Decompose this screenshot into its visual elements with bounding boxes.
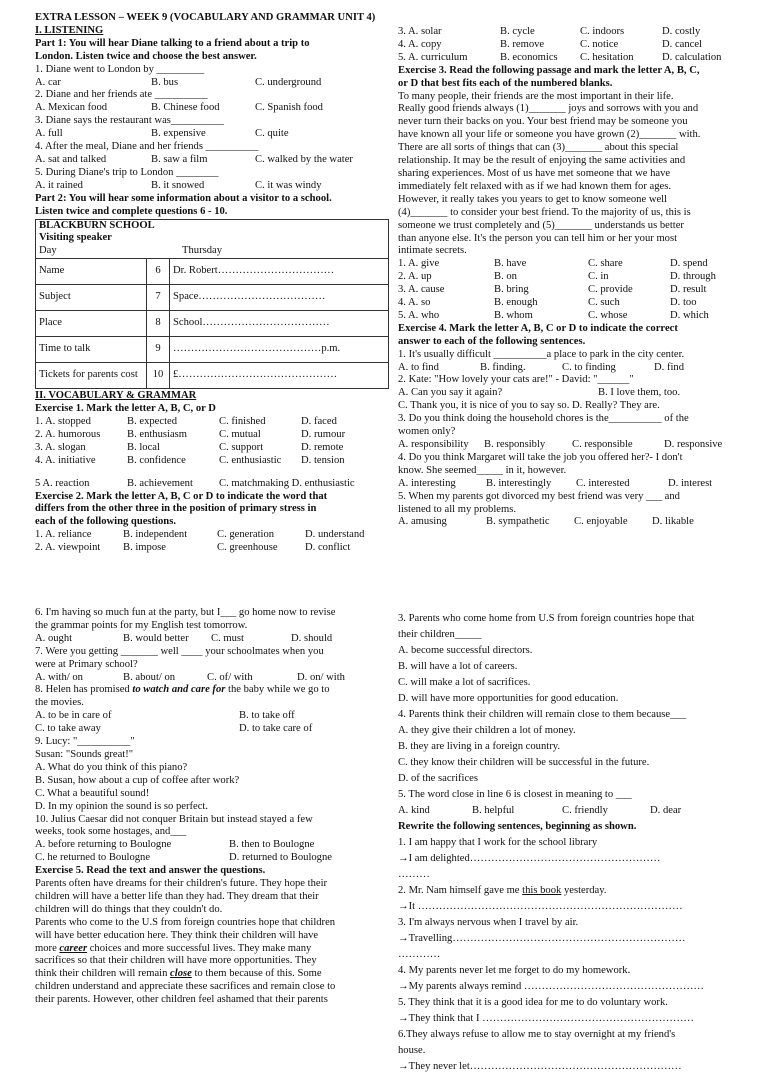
- answer-option: A. interesting: [398, 477, 456, 489]
- answer-option: 2. A. humorous: [35, 428, 101, 440]
- top-right-column: [398, 26, 736, 529]
- answer-option: D. In my opinion the sound is so perfect.: [35, 800, 209, 812]
- bottom-right-column: [398, 611, 736, 1075]
- answer-option: C. of/ with: [207, 671, 253, 683]
- answer-option: D. find: [654, 361, 685, 373]
- answer-option: C. enjoyable: [574, 516, 628, 528]
- answer-option: D. cancel: [662, 38, 702, 50]
- word-close: close: [170, 968, 192, 980]
- row-label: Time to talk: [36, 337, 147, 363]
- answer-option: C. must: [211, 632, 244, 644]
- q6-line2: the grammar points for my English test tomorrow.: [35, 619, 248, 631]
- answer-option: D. understand: [305, 529, 365, 541]
- q8-line1: [35, 684, 375, 697]
- answer-option: C. he returned to Boulogne: [35, 852, 151, 864]
- listening-options: [35, 102, 395, 115]
- exercise4-line2: answer to each of the following sentences.: [398, 335, 586, 347]
- r-q3-line2: their children_____: [398, 629, 482, 640]
- answer-option: C. mutual: [219, 428, 261, 440]
- answer-option: A. Can you say it again?: [398, 387, 503, 399]
- answer-option: D. should: [291, 632, 333, 644]
- answer-option: C. such: [588, 297, 620, 309]
- passage-line: have known all your life or someone you have grown (2)_______ with.: [398, 129, 701, 141]
- page-title: EXTRA LESSON – WEEK 9 (VOCABULARY AND GRAMMAR UNIT 4): [35, 12, 376, 23]
- answer-option: D. through: [670, 271, 716, 283]
- answer-option: C. support: [219, 441, 264, 453]
- ex4-q3-line1: 3. Do you think doing the household chores is the__________ of the: [398, 413, 689, 425]
- answer-option: B. remove: [500, 38, 545, 50]
- answer-option: A. car: [35, 76, 61, 88]
- exercise1-heading: Exercise 1. Mark the letter A, B, C, or D: [35, 403, 216, 415]
- rewrite-1-answer-cont[interactable]: ………: [398, 869, 430, 880]
- ex4-q5-options: [398, 516, 736, 529]
- visitor-table-row: [36, 311, 389, 337]
- rewrite-5-answer[interactable]: →They think that I ……………………………………………………: [398, 1013, 695, 1024]
- exercise1-row: [35, 455, 395, 468]
- exercise5-text-line8: [35, 968, 375, 981]
- answer-option: B. on: [494, 271, 517, 283]
- r-q4: 4. Parents think their children will remain close to them because___: [398, 709, 687, 720]
- answer-option: B. I love them, too.: [598, 387, 681, 399]
- answer-option: D. rumour: [301, 428, 346, 440]
- answer-option: D. which: [670, 309, 709, 321]
- answer-option: B. expensive: [151, 128, 206, 140]
- listening-question: 5. During Diane's trip to London ________: [35, 166, 219, 178]
- answer-option: A. kind: [398, 805, 430, 816]
- answer-option: 3. A. solar: [398, 26, 442, 37]
- q8-option-row: [35, 710, 375, 723]
- r-q3-line1: 3. Parents who come home from U.S from foreign countries hope that: [398, 613, 695, 624]
- rewrite-3-answer-cont[interactable]: …………: [398, 949, 441, 960]
- answer-option: A. before returning to Boulogne: [35, 839, 172, 851]
- q8-options: [35, 710, 375, 736]
- answer-option: A. sat and talked: [35, 153, 107, 165]
- q6-line1: 6. I'm having so much fun at the party, but I___ go home now to revise: [35, 607, 336, 618]
- ex4-q1-options: [398, 362, 736, 375]
- answer-option: C. hesitation: [580, 51, 634, 63]
- passage-line: However, it really takes you years to get to know someone well: [398, 193, 668, 205]
- rewrite-6-line1: 6.They always refuse to allow me to stay overnight at my friend's: [398, 1029, 676, 1040]
- answer-option: B. they are living in a foreign country.: [398, 741, 560, 752]
- passage-line: Really good friends always (1)_______ joys and sorrows with you and: [398, 103, 699, 115]
- listening-options: [35, 128, 395, 141]
- passage-line: someone we trust completely and (5)_______ understands us better: [398, 219, 684, 231]
- spacer: [35, 468, 395, 478]
- exercise1-rows: [35, 416, 395, 491]
- answer-option: D. tension: [301, 454, 345, 466]
- row-number: 8: [147, 311, 170, 337]
- visitor-table-row: [36, 259, 389, 285]
- answer-option: D. interest: [668, 477, 713, 489]
- answer-option: D. of the sacrifices: [398, 773, 479, 784]
- answer-option: D. likable: [652, 516, 694, 528]
- passage-line: children will do things that they couldn't do.: [35, 903, 223, 915]
- answer-option: A. they give their children a lot of money.: [398, 725, 576, 736]
- ex4-q2-options-2: C. Thank you, it is nice of you to say so. D. Really? They are.: [398, 400, 660, 412]
- answer-option: A. full: [35, 128, 63, 140]
- answer-option: C. generation: [217, 529, 275, 541]
- rewrite-3-answer[interactable]: →Travelling…………………………………………………………: [398, 933, 686, 944]
- passage-line: than anyone else. It's the person you can tell him or her your most: [398, 232, 678, 244]
- passage-line: children will have a better life than they had. They dream that their: [35, 890, 319, 902]
- exercise5-text-line6: [35, 943, 375, 956]
- answer-option: B. then to Boulogne: [229, 839, 315, 851]
- rewrite-6-answer[interactable]: →They never let……………………………………………………: [398, 1061, 682, 1072]
- q9-line2: Susan: "Sounds great!": [35, 748, 134, 760]
- exercise1-row: [35, 429, 395, 442]
- passage-line: There are all sorts of things that can (3)_______ about this special: [398, 142, 679, 154]
- day-value: Thursday: [182, 245, 223, 257]
- exercise2-row: [35, 529, 395, 542]
- passage-line: relationship. It may be the result of enjoying the same activities and: [398, 155, 686, 167]
- row-answer-field[interactable]: £………………………………………: [170, 363, 389, 389]
- answer-option: B. confidence: [127, 454, 186, 466]
- exercise3-row: [398, 297, 736, 310]
- answer-option: B. have: [494, 258, 527, 270]
- answer-option: C. indoors: [580, 26, 625, 37]
- answer-option: A. ought: [35, 632, 73, 644]
- exercise3-row: [398, 258, 736, 271]
- answer-option: B. independent: [123, 529, 188, 541]
- listening-question: 1. Diane went to London by _________: [35, 63, 205, 75]
- answer-option: C. friendly: [562, 805, 608, 816]
- answer-option: B. bring: [494, 284, 529, 296]
- row-answer-field[interactable]: Dr. Robert……………………………: [170, 259, 389, 285]
- answer-option: B. sympathetic: [486, 516, 550, 528]
- answer-option: C. greenhouse: [217, 542, 278, 554]
- answer-option: C. will make a lot of sacrifices.: [398, 677, 531, 688]
- answer-option: A. with/ on: [35, 671, 83, 683]
- text-more: more: [35, 942, 60, 954]
- answer-option: B. interestingly: [486, 477, 552, 489]
- exercise5-heading: Exercise 5. Read the text and answer the questions.: [35, 865, 266, 877]
- r-q3-options: [398, 643, 736, 707]
- answer-option: D. to take care of: [239, 723, 313, 735]
- exercise1-row: [35, 442, 395, 455]
- rewrite-4-answer[interactable]: →My parents always remind ……………………………………………: [398, 981, 705, 992]
- answer-option: D. will have more opportunities for good education.: [398, 693, 619, 704]
- exercise1-row: [35, 416, 395, 429]
- answer-option: C. responsible: [572, 439, 633, 450]
- rewrite-3: 3. I'm always nervous when I travel by air.: [398, 917, 579, 928]
- exercise5-text-line7: sacrifices so that their children will have more opportunities. They: [35, 955, 317, 967]
- part2-line2: Listen twice and complete questions 6 - 10.: [35, 205, 228, 217]
- listening-options: [35, 77, 395, 90]
- answer-option: D. conflict: [305, 542, 351, 554]
- r2-text-c: yesterday.: [561, 885, 607, 896]
- answer-option: A. What do you think of this piano?: [35, 761, 188, 773]
- part2-line1: Part 2: You will hear some information about a visitor to a school.: [35, 192, 332, 204]
- q10-line1: 10. Julius Caesar did not conquer Britain but instead stayed a few: [35, 813, 313, 825]
- text-remain: think their children will remain: [35, 968, 171, 980]
- r2-text-a: 2. Mr. Nam himself gave me: [398, 885, 523, 896]
- q10-option-row: [35, 852, 375, 865]
- answer-option: C. provide: [588, 284, 633, 296]
- row-number: 6: [147, 259, 170, 285]
- answer-option: A. amusing: [398, 516, 447, 528]
- row-number: 7: [147, 285, 170, 311]
- answer-option: B. impose: [123, 542, 166, 554]
- answer-option: 4. A. initiative: [35, 454, 96, 466]
- exercise2-line3: each of the following questions.: [35, 516, 176, 528]
- answer-option: B. whom: [494, 309, 533, 321]
- answer-option: B. expected: [127, 416, 178, 428]
- passage-line: intimate secrets.: [398, 245, 467, 257]
- answer-option: D. too: [670, 297, 697, 309]
- answer-option: D. responsive: [664, 439, 723, 450]
- answer-option: B. economics: [500, 51, 558, 63]
- row-answer-field[interactable]: Space………………………………: [170, 285, 389, 311]
- answer-option: B. local: [127, 441, 160, 453]
- answer-option: 3. A. slogan: [35, 441, 86, 453]
- exercise3-row: [398, 310, 736, 323]
- word-career: career: [59, 942, 88, 954]
- visitor-table-row: [36, 337, 389, 363]
- exercise2-row: [398, 39, 736, 52]
- row-number: 9: [147, 337, 170, 363]
- answer-option: B. it snowed: [151, 179, 205, 191]
- answer-option: 5. A. who: [398, 309, 440, 321]
- q8-option-row: [35, 723, 375, 736]
- exercise1-row: [35, 478, 395, 491]
- answer-option: 5 A. reaction: [35, 477, 90, 489]
- q10-option-row: [35, 839, 375, 852]
- listening-question: 3. Diane says the restaurant was__________: [35, 115, 224, 127]
- answer-option: C. notice: [580, 38, 619, 50]
- top-left-column: [35, 12, 395, 555]
- q8-line2: the movies.: [35, 697, 84, 709]
- answer-option: A. it rained: [35, 179, 83, 191]
- listening-options: [35, 180, 395, 193]
- q7-line2: were at Primary school?: [35, 658, 138, 670]
- rewrite-1-answer[interactable]: →I am delighted………………………………………………: [398, 853, 661, 864]
- answer-option: C. enthusiastic: [219, 454, 282, 466]
- listening-question: 4. After the meal, Diane and her friends __________: [35, 141, 259, 153]
- exercise2-line2: differs from the other three in the position of primary stress in: [35, 503, 317, 515]
- answer-option: C. they know their children will be successful in the future.: [398, 757, 650, 768]
- r-q4-options: [398, 723, 736, 787]
- answer-option: B. would better: [123, 632, 189, 644]
- rewrite-5: 5. They think that it is a good idea for me to do voluntary work.: [398, 997, 668, 1008]
- ex4-q2-options-1: [398, 387, 736, 400]
- answer-option: B. helpful: [472, 805, 515, 816]
- listening-questions: [35, 64, 395, 193]
- answer-option: A. Mexican food: [35, 102, 108, 114]
- answer-option: D. spend: [670, 258, 708, 270]
- answer-option: B. responsibly: [484, 439, 546, 450]
- part1-line2: London. Listen twice and choose the best answer.: [35, 50, 257, 62]
- answer-option: D. costly: [662, 26, 701, 37]
- answer-option: C. quite: [255, 128, 289, 140]
- row-label: Subject: [36, 285, 147, 311]
- visitor-table-header: [35, 219, 389, 260]
- ex4-q4-options: [398, 478, 736, 491]
- rewrite-4: 4. My parents never let me forget to do my homework.: [398, 965, 631, 976]
- q7-options: [35, 672, 375, 685]
- passage-line: never turn their backs on you. Your best friend may be someone you: [398, 116, 688, 128]
- passage-line: will have better education here. They think their children will have: [35, 929, 319, 941]
- q10-line2: weeks, took some hostages, and___: [35, 826, 187, 838]
- ex4-q5-line1: 5. When my parents got divorced my best friend was very ___ and: [398, 490, 680, 502]
- answer-option: C. it was windy: [255, 179, 322, 191]
- answer-option: C. share: [588, 258, 623, 270]
- row-answer-field[interactable]: School………………………………: [170, 311, 389, 337]
- answer-option: 1. A. give: [398, 258, 440, 270]
- exercise2-rows-right: [398, 26, 736, 65]
- answer-option: D. faced: [301, 416, 337, 428]
- answer-option: B. will have a lot of careers.: [398, 661, 518, 672]
- q8-text-c: the baby while we go to: [225, 684, 330, 696]
- answer-option: D. remote: [301, 441, 344, 453]
- row-label: Tickets for parents cost: [36, 363, 147, 389]
- exercise2-row: [398, 52, 736, 65]
- answer-option: 2. A. viewpoint: [35, 542, 101, 554]
- passage-line: sharing experiences. Most of us have met someone that we have: [398, 167, 671, 179]
- exercise4-line1: Exercise 4. Mark the letter A, B, C or D to indicate the correct: [398, 322, 678, 334]
- ex4-q4-line2: know. She seemed_____ in it, however.: [398, 464, 567, 476]
- section-vocabulary: II. VOCABULARY & GRAMMAR: [35, 390, 197, 402]
- text-choices: choices and more successful lives. They make many: [87, 942, 312, 954]
- exercise2-line1: Exercise 2. Mark the letter A, B, C or D to indicate the word that: [35, 490, 328, 502]
- listening-question: 2. Diane and her friends ate __________: [35, 89, 208, 101]
- exercise3-row: [398, 271, 736, 284]
- answer-option: B. to take off: [239, 710, 295, 722]
- text-because: to them because of this. Some: [191, 968, 322, 980]
- ex4-q2: 2. Kate: "How lovely your cats are!" - David: "______": [398, 374, 634, 386]
- answer-option: B. cycle: [500, 26, 535, 37]
- day-label: Day: [39, 245, 57, 257]
- passage-line: Parents often have dreams for their children's future. They hope their: [35, 878, 328, 890]
- q7-line1: 7. Were you getting _______ well ____ your schoolmates when you: [35, 645, 324, 657]
- passage-line: (4)_______ to consider your best friend. To the majority of us, this is: [398, 206, 691, 218]
- bottom-left-column: [35, 607, 375, 1007]
- answer-option: 4. A. copy: [398, 38, 442, 50]
- answer-option: C. finished: [219, 416, 266, 428]
- passage-line: Parents who come to the U.S from foreign countries hope that children: [35, 916, 336, 928]
- r-q5-options: [398, 803, 736, 819]
- q6-options: [35, 633, 375, 646]
- q8-text-a: 8. Helen has promised: [35, 684, 133, 696]
- rewrite-2: [398, 883, 736, 899]
- q10-options: [35, 839, 375, 865]
- visiting-speaker-label: Visiting speaker: [39, 232, 112, 244]
- passage-line: To many people, their friends are the most important in their life.: [398, 90, 674, 102]
- answer-option: B. Susan, how about a cup of coffee after work?: [35, 774, 240, 786]
- answer-option: B. enough: [494, 297, 538, 309]
- rewrite-1: 1. I am happy that I work for the school library: [398, 837, 598, 848]
- exercise3-row: [398, 284, 736, 297]
- answer-option: B. achievement: [127, 477, 193, 489]
- answer-option: D. result: [670, 284, 707, 296]
- ex4-q4-line1: 4. Do you think Margaret will take the job you offered her?- I don't: [398, 451, 683, 463]
- exercise2-rows-left: [35, 529, 395, 555]
- ex4-q5-line2: listened to all my problems.: [398, 503, 516, 515]
- answer-option: C. What a beautiful sound!: [35, 787, 150, 799]
- exercise3-rows: [398, 258, 736, 323]
- answer-option: D. on/ with: [297, 671, 345, 683]
- answer-option: D. dear: [650, 805, 682, 816]
- answer-option: A. responsibility: [398, 439, 469, 450]
- visitor-table: [35, 258, 389, 389]
- answer-option: B. saw a film: [151, 153, 208, 165]
- answer-option: 3. A. cause: [398, 284, 445, 296]
- answer-option: C. matchmaking D. enthusiastic: [219, 477, 355, 489]
- exercise5-text-line9: children understand and appreciate these sacrifices and remain close to: [35, 981, 336, 993]
- answer-option: D. returned to Boulogne: [229, 852, 332, 864]
- row-number: 10: [147, 363, 170, 389]
- answer-option: B. bus: [151, 76, 179, 88]
- exercise5-text-line10: their parents. However, other children feel ashamed that their parents: [35, 994, 328, 1006]
- answer-option: C. walked by the water: [255, 153, 353, 165]
- exercise5-text-part1: [35, 878, 375, 943]
- visitor-table-row: [36, 363, 389, 389]
- answer-option: B. Chinese food: [151, 102, 220, 114]
- exercise2-row: [35, 542, 395, 555]
- section-listening: I. LISTENING: [35, 24, 104, 36]
- answer-option: 5. A. curriculum: [398, 51, 468, 63]
- r-q5: 5. The word close in line 6 is closest in meaning to ___: [398, 789, 632, 800]
- answer-option: 4. A. so: [398, 297, 431, 309]
- exercise3-line1: Exercise 3. Read the following passage and mark the letter A, B, C,: [398, 64, 700, 76]
- answer-option: 1. A. stopped: [35, 416, 91, 428]
- exercise2-row: [398, 26, 736, 39]
- answer-option: A. to be in care of: [35, 710, 112, 722]
- answer-option: C. to take away: [35, 723, 101, 735]
- exercise3-passage: [398, 91, 736, 259]
- answer-option: 2. A. up: [398, 271, 432, 283]
- answer-option: 1. A. reliance: [35, 529, 92, 541]
- answer-option: B. about/ on: [123, 671, 176, 683]
- answer-option: D. calculation: [662, 51, 722, 63]
- row-label: Name: [36, 259, 147, 285]
- answer-option: C. Spanish food: [255, 102, 323, 114]
- answer-option: B. enthusiasm: [127, 428, 188, 440]
- answer-option: C. interested: [576, 477, 630, 489]
- answer-option: C. whose: [588, 309, 628, 321]
- part1-line1: Part 1: You will hear Diane talking to a friend about a trip to: [35, 37, 310, 49]
- visitor-table-row: [36, 285, 389, 311]
- rewrite-6-line2: house.: [398, 1045, 426, 1056]
- row-label: Place: [36, 311, 147, 337]
- passage-line: immediately felt relaxed with as if we had known them for ages.: [398, 180, 671, 192]
- answer-option: A. become successful directors.: [398, 645, 533, 656]
- answer-option: C. to finding: [562, 361, 616, 373]
- q9-line1: 9. Lucy: "__________": [35, 736, 135, 748]
- row-answer-field[interactable]: ……………………………………p.m.: [170, 337, 389, 363]
- answer-option: B. finding.: [480, 361, 526, 373]
- ex4-q3-options: [398, 439, 736, 452]
- exercise3-line2: or D that best fits each of the numbered blanks.: [398, 77, 613, 89]
- answer-option: C. in: [588, 271, 609, 283]
- q8-text-b: to watch and care for: [132, 684, 226, 696]
- ex4-q1: 1. It's usually difficult __________a place to park in the city center.: [398, 348, 685, 360]
- rewrite-heading: Rewrite the following sentences, beginning as shown.: [398, 821, 637, 832]
- answer-option: C. underground: [255, 76, 322, 88]
- listening-options: [35, 154, 395, 167]
- rewrite-2-answer[interactable]: →It …………………………………………………………………: [398, 901, 683, 912]
- answer-option: A. to find: [398, 361, 439, 373]
- q9-options: [35, 762, 375, 814]
- school-name: BLACKBURN SCHOOL: [39, 219, 155, 231]
- ex4-q3-line2: women only?: [398, 426, 456, 438]
- r2-text-b: this book: [522, 885, 562, 896]
